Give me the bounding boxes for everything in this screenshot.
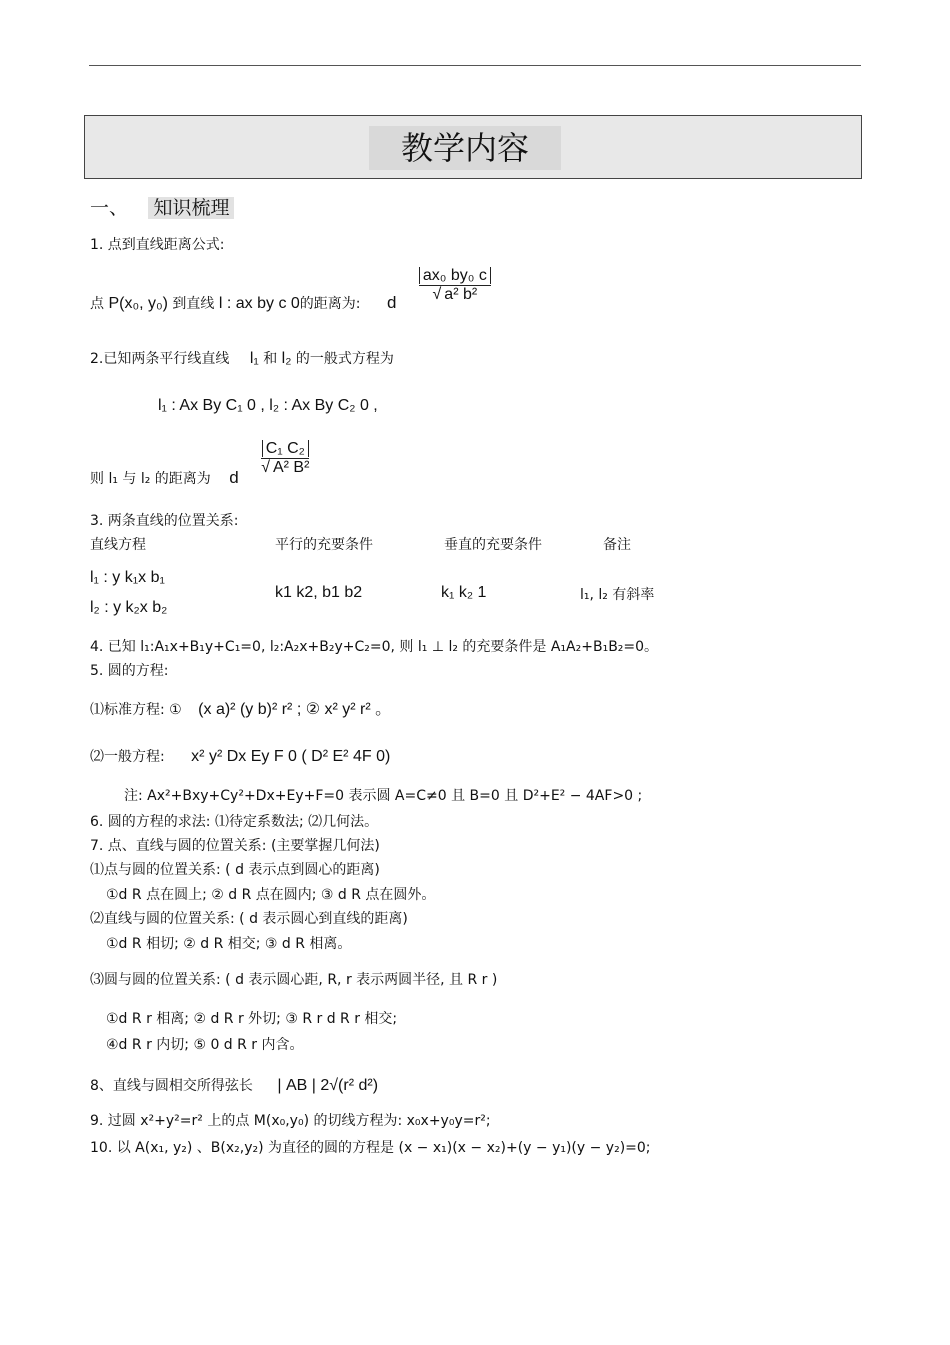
item1-formula: [90, 267, 491, 327]
item2-l2: l₂: [281, 350, 292, 367]
item5-note: 注: Ax²+Bxy+Cy²+Dx+Ey+F=0 表示圆 A=C≠0 且 B=0 且 D²+E² − 4AF>0 ;: [124, 788, 643, 804]
item2-and: 和: [258, 351, 282, 367]
title-box: [84, 115, 862, 179]
item7-line-label: ⑵直线与圆的位置关系: ( d 表示圆心到直线的距离): [90, 911, 408, 927]
item7-circle-cases-2: ④d R r 内切; ⑤ 0 d R r 内含。: [106, 1037, 304, 1053]
item5-standard: [90, 696, 391, 719]
item1-heading: 1. 点到直线距离公式:: [90, 237, 225, 253]
item3-note: l₁, l₂ 有斜率: [580, 587, 655, 603]
item2-numerator: C₁ C₂: [262, 440, 309, 457]
item1-post: 的距离为:: [299, 295, 361, 312]
table-header-perpendicular: 垂直的充要条件: [444, 537, 542, 553]
item7-point-label: ⑴点与圆的位置关系: ( d 表示点到圆心的距离): [90, 862, 380, 878]
item2-then: 则 l₁ 与 l₂ 的距离为: [90, 470, 211, 487]
item3-perpendicular-condition: k₁ k₂ 1: [441, 584, 487, 601]
general-equation: x² y² Dx Ey F 0 ( D² E² 4F 0): [191, 748, 391, 765]
item5-general: [90, 746, 390, 766]
item3-eq2: l₂ : y k₂x b₂: [90, 599, 168, 616]
table-header-note: 备注: [603, 537, 631, 553]
item2-equations: l₁ : Ax By C₁ 0 , l₂ : Ax By C₂ 0 ,: [158, 397, 378, 414]
item10-text: 10. 以 A(x₁, y₂) 、B(x₂,y₂) 为直径的圆的方程是 (x − x₁)(x − x₂)+(y − y₁)(y − y₂)=0;: [90, 1140, 651, 1156]
general-label: ⑵一般方程:: [90, 749, 165, 765]
item2-d: d: [229, 467, 239, 487]
item3-parallel-condition: k1 k2, b1 b2: [275, 584, 363, 601]
item1-d: d: [386, 292, 397, 312]
item6-text: 6. 圆的方程的求法: ⑴待定系数法; ⑵几何法。: [90, 814, 379, 830]
item8-formula: | AB | 2√(r² d²): [277, 1077, 379, 1094]
item1-mid: 到直线: [167, 295, 219, 312]
item2-heading: [90, 348, 394, 368]
standard-equation: (x a)² (y b)² r² ; ② x² y² r² 。: [198, 701, 392, 718]
section-number: 一、: [90, 197, 129, 219]
item1-point: P(x₀, y₀): [108, 294, 168, 312]
item7-heading: 7. 点、直线与圆的位置关系: (主要掌握几何法): [90, 838, 380, 854]
item4-text: 4. 已知 l₁:A₁x+B₁y+C₁=0, l₂:A₂x+B₂y+C₂=0, 则 l₁ ⊥ l₂ 的充要条件是 A₁A₂+B₁B₂=0。: [90, 639, 659, 655]
item8-text: 8、直线与圆相交所得弦长: [90, 1078, 253, 1094]
item1-denominator: a² b²: [441, 285, 477, 303]
section-label: 知识梳理: [148, 197, 234, 219]
item2-heading-text: 2.已知两条平行线直线: [90, 351, 230, 367]
item1-numerator: ax₀ by₀ c: [419, 267, 491, 284]
standard-label: ⑴标准方程: ①: [90, 702, 182, 718]
item9-text: 9. 过圆 x²+y²=r² 上的点 M(x₀,y₀) 的切线方程为: x₀x+y₀y=r²;: [90, 1113, 491, 1129]
item3-eq1: l₁ : y k₁x b₁: [90, 569, 165, 586]
page-title: 教学内容: [369, 126, 561, 170]
item7-line-cases: ①d R 相切; ② d R 相交; ③ d R 相离。: [106, 936, 352, 952]
item1-pre: 点: [90, 295, 109, 312]
table-header-parallel: 平行的充要条件: [275, 537, 373, 553]
section-heading: [90, 193, 234, 220]
header-rule: [89, 65, 861, 66]
item2-fraction: $\frac{\text{C₁ C₂}}{\text{√ A² B²}}$: [261, 440, 310, 476]
item7-circle-label: ⑶圆与圆的位置关系: ( d 表示圆心距, R, r 表示两圆半径, 且 R r ): [90, 972, 498, 988]
item7-point-cases: ①d R 点在圆上; ② d R 点在圆内; ③ d R 点在圆外。: [106, 887, 436, 903]
item2-distance: [90, 440, 309, 500]
item7-circle-cases-1: ①d R r 相离; ② d R r 外切; ③ R r d R r 相交;: [106, 1011, 398, 1027]
item2-denominator: A² B²: [270, 458, 309, 476]
item8: [90, 1075, 378, 1095]
table-header-line-eq: 直线方程: [90, 537, 146, 553]
item2-l1: l₁: [249, 350, 259, 367]
item1-fraction: $\frac{\text{ax₀ by₀ c}}{\text{√ a² b²}}$: [419, 267, 491, 304]
item5-heading: 5. 圆的方程:: [90, 663, 169, 679]
item3-heading: 3. 两条直线的位置关系:: [90, 513, 239, 529]
item2-tail: 的一般式方程为: [291, 351, 394, 367]
item1-line: l : ax by c 0: [218, 294, 300, 312]
